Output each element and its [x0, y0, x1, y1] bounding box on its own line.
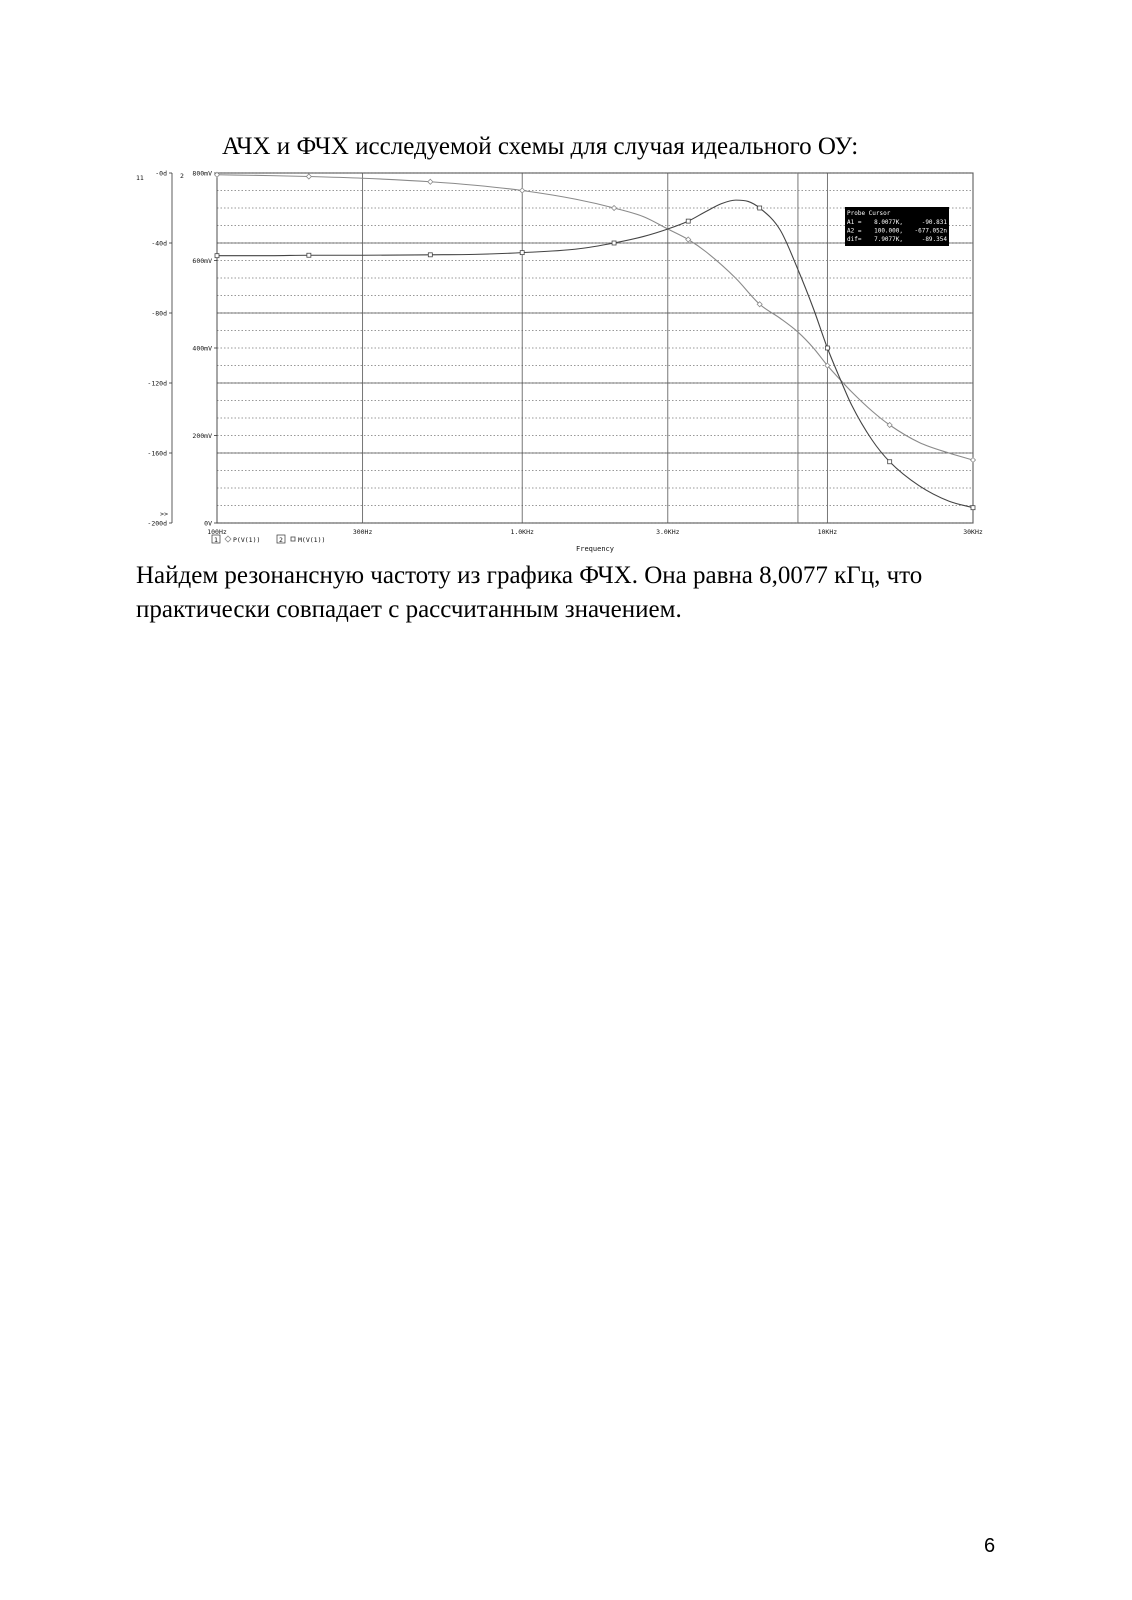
axis-1-tick-label: -160d: [147, 449, 167, 458]
data-point-P(V(1)): [612, 206, 617, 211]
probe-cursor-row-x: 8.0077K,: [874, 219, 903, 226]
axis-1-tick-label: -40d: [151, 239, 167, 248]
axis-2-tick-label: 0V: [204, 519, 212, 528]
data-point-M(V(1)): [215, 254, 219, 258]
probe-cursor-row-y: -677.052n: [914, 227, 947, 235]
data-point-P(V(1)): [428, 179, 433, 184]
x-tick-label: 300Hz: [352, 528, 373, 536]
data-point-M(V(1)): [888, 460, 892, 464]
x-tick-label: 30KHz: [963, 528, 983, 536]
legend-label: M(V(1)): [298, 536, 326, 544]
data-point-M(V(1)): [758, 206, 762, 210]
axis-2-tick-label: 400mV: [192, 344, 212, 353]
data-point-M(V(1)): [971, 506, 975, 510]
x-axis-label: Frequency: [576, 545, 614, 553]
data-point-M(V(1)): [307, 253, 311, 257]
data-point-M(V(1)): [520, 251, 524, 255]
probe-cursor-row-y: -89.354: [921, 236, 947, 243]
data-point-P(V(1)): [306, 174, 311, 179]
probe-cursor-row-x: 7.9077K,: [874, 236, 903, 243]
probe-cursor-row-label: dif=: [847, 236, 862, 243]
data-point-M(V(1)): [686, 219, 690, 223]
axis-2-tick-label: 800mV: [192, 169, 212, 178]
axis-2-tick-label: 200mV: [192, 432, 212, 440]
probe-cursor-row-label: A1 =: [847, 219, 862, 226]
paragraph-line-2: практически совпадает с рассчитанным значением.: [136, 596, 682, 623]
probe-cursor-row-label: A2 =: [847, 227, 862, 235]
legend-marker: [291, 537, 295, 541]
data-point-M(V(1)): [825, 346, 829, 350]
legend-label: P(V(1)): [233, 536, 261, 544]
axis-1-tick-label: -200d: [147, 519, 167, 528]
probe-cursor-row-y: -90.831: [921, 219, 947, 226]
data-point-M(V(1)): [428, 253, 432, 257]
scroll-mark: >>: [160, 510, 168, 518]
paragraph-line-1: Найдем резонансную частоту из графика ФЧХ. Она равна 8,0077 кГц, что: [136, 562, 923, 589]
axis-1-tick-label: -80d: [151, 309, 167, 318]
data-point-P(V(1)): [520, 188, 525, 193]
legend-axis-number: 2: [279, 536, 283, 544]
series-line-M(V(1)): [217, 200, 973, 508]
chart-caption: АЧХ и ФЧХ исследуемой схемы для случая идеального ОУ:: [222, 133, 859, 160]
axis-2-tick-label: 600mV: [192, 257, 212, 265]
x-tick-label: 100Hz: [207, 528, 227, 536]
axis-1-tick-label: -0d: [155, 169, 167, 178]
probe-cursor-row-x: 100.000,: [874, 227, 903, 235]
axis-1-tick-label: -120d: [147, 379, 167, 388]
axis-2-number: 2: [180, 172, 184, 180]
data-point-M(V(1)): [612, 241, 616, 245]
x-tick-label: 3.0KHz: [656, 528, 680, 536]
probe-cursor-title: Probe Cursor: [847, 210, 891, 217]
legend-axis-number: 1: [214, 536, 218, 544]
legend-marker: [225, 536, 231, 542]
chart-layer: [136, 170, 983, 554]
data-point-P(V(1)): [686, 237, 691, 242]
data-point-P(V(1)): [971, 458, 976, 463]
x-tick-label: 10KHz: [817, 528, 838, 536]
x-tick-label: 1.0KHz: [510, 528, 534, 536]
side-mark: 11: [136, 174, 144, 182]
page-number: 6: [984, 1535, 996, 1557]
frequency-response-chart: [0, 0, 1132, 560]
